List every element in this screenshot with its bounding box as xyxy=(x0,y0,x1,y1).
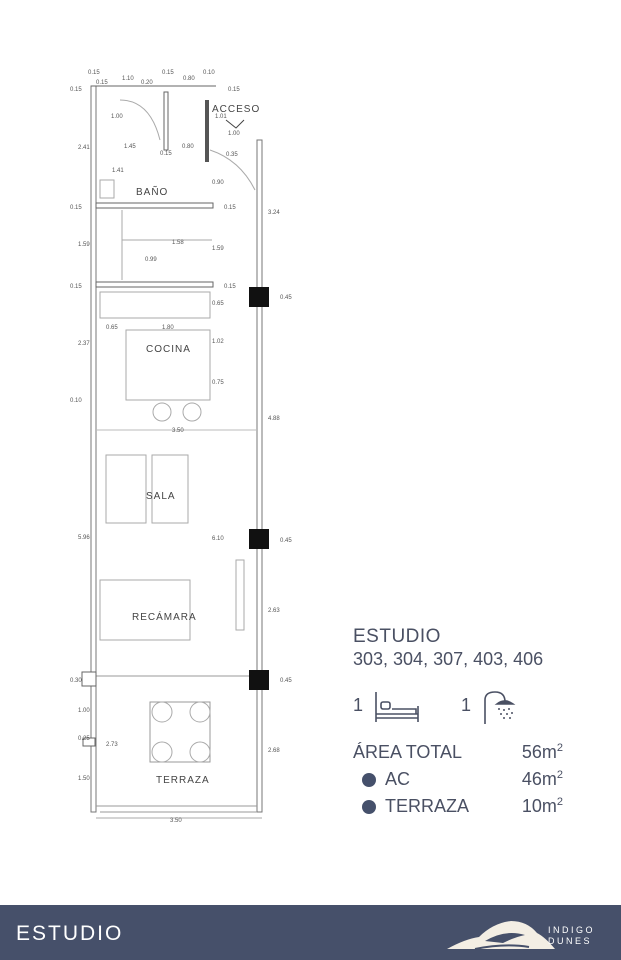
brand-name-line2: DUNES xyxy=(548,936,593,946)
bullet-dot-icon xyxy=(362,800,376,814)
svg-text:0.10: 0.10 xyxy=(203,70,215,76)
svg-text:0.20: 0.20 xyxy=(141,80,153,86)
svg-text:0.15: 0.15 xyxy=(224,205,236,211)
room-recamara: RECÁMARA xyxy=(132,612,197,623)
svg-text:0.25: 0.25 xyxy=(78,736,90,742)
svg-text:0.15: 0.15 xyxy=(88,70,100,76)
svg-text:2.37: 2.37 xyxy=(78,341,90,347)
room-acceso: ACCESO xyxy=(212,104,261,115)
svg-text:0.15: 0.15 xyxy=(70,205,82,211)
svg-text:0.80: 0.80 xyxy=(183,76,195,82)
brand-name-line1: INDIGO xyxy=(548,925,596,935)
svg-text:0.45: 0.45 xyxy=(280,678,292,684)
svg-text:0.30: 0.30 xyxy=(70,678,82,684)
bathroom-count: 1 xyxy=(461,695,472,715)
svg-text:1.59: 1.59 xyxy=(78,242,90,248)
svg-text:1.00: 1.00 xyxy=(78,708,90,714)
svg-text:0.15: 0.15 xyxy=(228,87,240,93)
svg-text:4.88: 4.88 xyxy=(268,416,280,422)
svg-text:1.01: 1.01 xyxy=(215,114,227,120)
area-terraza-label: TERRAZA xyxy=(385,796,470,816)
svg-text:0.65: 0.65 xyxy=(212,301,224,307)
room-counts xyxy=(353,690,553,726)
svg-text:3.50: 3.50 xyxy=(172,428,184,434)
svg-text:0.15: 0.15 xyxy=(162,70,174,76)
svg-text:0.90: 0.90 xyxy=(212,180,224,186)
svg-text:0.45: 0.45 xyxy=(280,295,292,301)
svg-text:0.15: 0.15 xyxy=(70,87,82,93)
svg-text:0.80: 0.80 xyxy=(182,144,194,150)
svg-text:2.68: 2.68 xyxy=(268,748,280,754)
svg-text:1.50: 1.50 xyxy=(78,776,90,782)
bullet-dot-icon xyxy=(362,773,376,787)
svg-text:2.41: 2.41 xyxy=(78,145,90,151)
svg-text:0.35: 0.35 xyxy=(226,152,238,158)
svg-text:1.58: 1.58 xyxy=(172,240,184,246)
area-ac-row xyxy=(353,769,563,793)
entry-arrow-icon xyxy=(226,120,244,128)
unit-numbers: 303, 304, 307, 403, 406 xyxy=(353,649,544,669)
footer-title: ESTUDIO xyxy=(16,922,124,945)
room-terraza: TERRAZA xyxy=(156,775,210,786)
bed-icon xyxy=(373,690,421,724)
room-sala: SALA xyxy=(146,491,176,502)
room-bano: BAÑO xyxy=(136,187,169,198)
svg-text:0.99: 0.99 xyxy=(145,257,157,263)
svg-text:3.24: 3.24 xyxy=(268,210,280,216)
svg-text:2.73: 2.73 xyxy=(106,742,118,748)
svg-text:0.15: 0.15 xyxy=(70,284,82,290)
area-terraza-row xyxy=(353,796,563,820)
svg-text:5.96: 5.96 xyxy=(78,535,90,541)
svg-text:0.65: 0.65 xyxy=(106,325,118,331)
area-total-value: $56m^2$ xyxy=(521,742,563,762)
area-ac-value: $46m^2$ xyxy=(521,769,563,789)
walls xyxy=(82,86,262,812)
svg-text:1.02: 1.02 xyxy=(212,339,224,345)
svg-text:1.00: 1.00 xyxy=(111,114,123,120)
svg-text:1.00: 1.00 xyxy=(228,131,240,137)
svg-text:0.75: 0.75 xyxy=(212,380,224,386)
area-ac-label: AC xyxy=(385,769,411,789)
footer-bar xyxy=(0,905,621,960)
shower-icon xyxy=(479,690,519,724)
svg-text:3.50: 3.50 xyxy=(170,818,182,824)
svg-text:1.59: 1.59 xyxy=(212,246,224,252)
svg-text:6.10: 6.10 xyxy=(212,536,224,542)
svg-text:0.15: 0.15 xyxy=(96,80,108,86)
room-cocina: COCINA xyxy=(146,344,191,355)
svg-text:0.15: 0.15 xyxy=(224,284,236,290)
unit-type-title: ESTUDIO xyxy=(353,626,441,647)
svg-text:0.10: 0.10 xyxy=(70,398,82,404)
svg-text:1.41: 1.41 xyxy=(112,168,124,174)
area-terraza-value: $10m^2$ xyxy=(521,796,563,816)
bedroom-count: 1 xyxy=(353,695,364,715)
svg-text:2.63: 2.63 xyxy=(268,608,280,614)
area-total-row xyxy=(353,742,563,766)
svg-text:0.45: 0.45 xyxy=(280,538,292,544)
svg-text:1.10: 1.10 xyxy=(122,76,134,82)
area-total-label: ÁREA TOTAL xyxy=(353,742,463,762)
unit-info xyxy=(353,626,603,670)
svg-text:1.80: 1.80 xyxy=(162,325,174,331)
svg-text:1.45: 1.45 xyxy=(124,144,136,150)
svg-text:0.15: 0.15 xyxy=(160,151,172,157)
